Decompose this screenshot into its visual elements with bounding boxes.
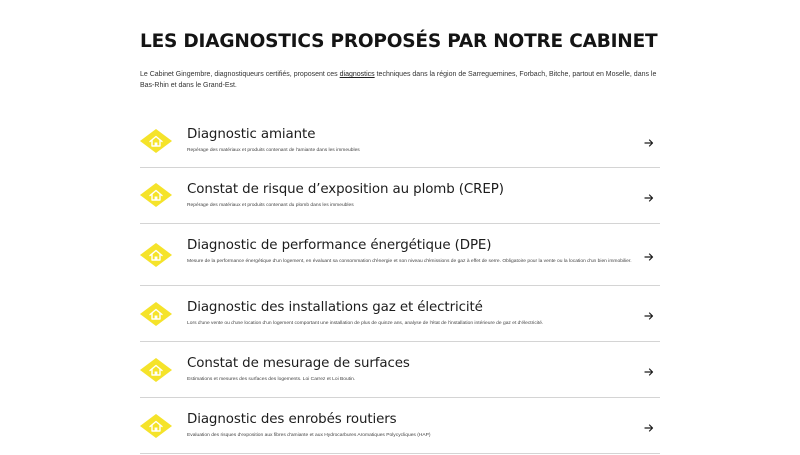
diagnostic-description: Estimations et mesures des surfaces des logements. Loi Carrez et Loi Boutin.	[187, 377, 356, 382]
diagnostic-description: Mesure de la performance énergétique d'un logement, en évaluant sa consommation d'énergie et son niveau d'émissions de gaz à effet de serre. Obligatoire pour la vente ou la location d'un bien immobilier.	[187, 259, 632, 264]
diagnostic-title: Diagnostic des enrobés routiers	[187, 412, 397, 427]
diagnostic-item-dpe[interactable]	[140, 224, 660, 286]
intro-text-end: techniques dans la région de Sarreguemines, Forbach, Bitche, partout en Moselle, dans le Bas-Rhin et dans le Grand-Est.	[140, 71, 657, 89]
diagnostics-link[interactable]: diagnostics	[339, 71, 375, 78]
intro-text	[140, 70, 660, 91]
diagnostics-list	[140, 113, 660, 454]
house-icon	[140, 129, 172, 153]
diagnostic-title: Diagnostic amiante	[187, 127, 316, 142]
house-icon	[140, 302, 172, 326]
diagnostic-description: Lors d'une vente ou d'une location d'un logement comportant une installation de plus de quinze ans, analyse de l'état de l'installation intérieure de gaz et d'électricité.	[187, 321, 544, 326]
diagnostic-description: Repérage des matériaux et produits contenant du plomb dans les immeubles	[187, 203, 354, 208]
diagnostic-item-crep[interactable]	[140, 168, 660, 224]
diagnostic-description: Repérage des matériaux et produits contenant de l'amiante dans les immeubles	[187, 148, 360, 153]
diagnostic-item-enrobes[interactable]	[140, 398, 660, 454]
house-icon	[140, 183, 172, 207]
arrow-right-icon[interactable]	[644, 308, 654, 318]
house-icon	[140, 358, 172, 382]
page-title: LES DIAGNOSTICS PROPOSÉS PAR NOTRE CABINET	[140, 31, 658, 52]
diagnostic-title: Diagnostic de performance énergétique (DPE)	[187, 238, 492, 253]
intro-text-start: Le Cabinet Gingembre, diagnostiqueurs certifiés, proposent ces	[140, 71, 340, 78]
diagnostic-title: Constat de risque d’exposition au plomb (CREP)	[187, 182, 504, 197]
arrow-right-icon[interactable]	[644, 420, 654, 430]
arrow-right-icon[interactable]	[644, 364, 654, 374]
arrow-right-icon[interactable]	[644, 135, 654, 145]
house-icon	[140, 243, 172, 267]
diagnostic-item-amiante[interactable]	[140, 113, 660, 168]
arrow-right-icon[interactable]	[644, 249, 654, 259]
house-icon	[140, 414, 172, 438]
diagnostic-title: Constat de mesurage de surfaces	[187, 356, 410, 371]
diagnostic-title: Diagnostic des installations gaz et électricité	[187, 300, 483, 315]
diagnostic-item-gaz-electricite[interactable]	[140, 286, 660, 342]
arrow-right-icon[interactable]	[644, 190, 654, 200]
diagnostic-description: Evaluation des risques d'exposition aux fibres d'amiante et aux Hydrocarbures Aromatiques Polycycliques (HAP)	[187, 433, 431, 438]
diagnostic-item-mesurage[interactable]	[140, 342, 660, 398]
